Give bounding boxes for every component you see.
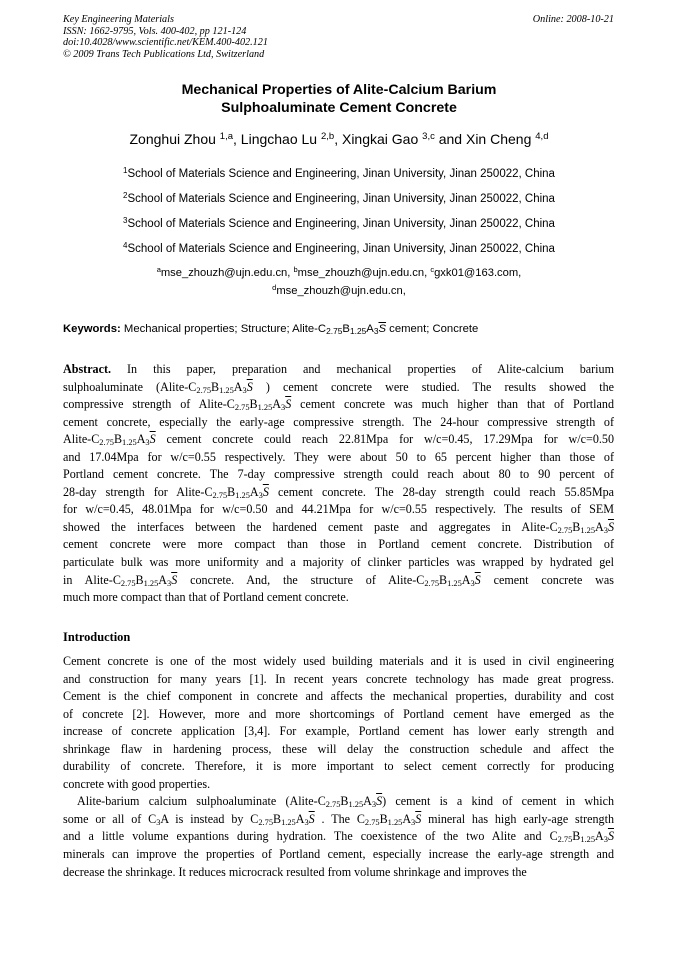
text-line: and 17.04Mpa for w/c=0.55 respectively. They were about 50 to 65 percent higher than those of [63,449,614,464]
chemical-formula: $_{2.75}B_{1.25}A_3\overline{S}$ [99,432,156,448]
formula-s-bar: $\overline{S}$ [378,323,387,335]
chemical-formula: $C_{2.75}B_{1.25}A_3\overline{S}$ [416,572,481,588]
formula-sub: 3 [167,578,172,588]
formula-s-bar: $\overline{S}$ [308,811,315,826]
affiliation-mark: 2 [123,191,128,200]
text-line: increase of concrete application [3,4]. For example, Portland cement has lower early strength and [63,724,614,739]
chemical-formula: $C_{2.75}B_{1.25}A_3\overline{S}$ [317,794,383,810]
formula-sub: 3 [371,800,377,810]
text-line: concrete with good properties. [63,776,211,791]
formula-sub: 1.25 [122,438,137,448]
author-mark: 3,c [422,131,435,142]
formula-sub: 1.25 [447,578,462,588]
text-line: of concrete [2]. However, more and more shortcomings of Portland cement have emerged as the [63,706,614,721]
affiliation-text: School of Materials Science and Engineering, Jinan University, Jinan 250022, China [127,168,555,180]
formula-sub: 3 [603,525,608,535]
author-name: Xin Cheng [465,131,532,147]
text-line: showed the interfaces between the hardened cement paste and aggregates in Alite-$C_{2.75}B_{1.25}A_3\overline{S}$ [63,519,614,535]
keywords-text: cement; Concrete [386,323,479,335]
author-list: Zonghui Zhou $^{1,a}$, Lingchao Lu $^{2,b}$, Xingkai Gao $^{3,c}$ and Xin Cheng $^{4,d}$ [129,131,549,147]
chemical-formula: $C_{2.75}B_{1.25}A_3\overline{S}$ [112,572,178,588]
chemical-formula: $C_{2.75}B_{1.25}A_3\overline{S}$ [226,397,292,413]
keywords-text: Mechanical properties; Structure; Alite-C [120,323,327,335]
formula-s-bar: $\overline{S}$ [376,794,383,809]
chemical-formula: $_{2.75}B_{1.25}A_3\overline{S}$ [557,829,614,845]
formula-sub: 3 [304,817,309,827]
formula-s-bar: $\overline{S}$ [285,397,292,412]
formula-s-bar: $\overline{S}$ [607,829,614,844]
formula-sub: 2.75 [325,800,341,810]
email-line-2: $^d$mse_zhouzh@ujn.edu.cn, [272,283,406,297]
affiliation-line [0,167,678,181]
c3a-formula: $_3$A [156,811,169,827]
text-line: minerals can improve the properties of Portland cement, especially increase the early-age strength and [63,847,614,862]
chemical-formula: $_{2.75}B_{1.25}A_3\overline{S}$ [557,519,614,535]
formula-s-bar: $\overline{S}$ [474,572,481,587]
chemical-formula: $C_{2.75}B_{1.25}A_3\overline{S}$ [188,379,253,395]
formula-sub: 1.25 [257,403,273,413]
formula-sub: 2.75 [212,490,228,500]
text-line: 28-day strength for Alite-$C_{2.75}B_{1.25}A_3\overline{S}$ cement concrete. The 28-day strength could reach 55.85Mpa [63,484,614,500]
text-line: Abstract. In this paper, preparation and mechanical properties of Alite-calcium barium [63,362,614,376]
keywords-line [63,322,478,336]
formula-sub: 3 [145,438,150,448]
text-line: shrinkage flaw in hardening process, these will delay the construction schedule and affect the [63,741,614,756]
formula-sub: 3 [258,490,263,500]
affiliation-mark: 1 [123,166,128,175]
introduction-heading: Introduction [63,630,131,644]
formula-sub: 2.75 [364,817,380,827]
online-date: Online: 2008-10-21 [532,14,614,25]
formula-s-bar: $\overline{S}$ [415,811,422,826]
title-line-2: Sulphoaluminate Cement Concrete [221,99,457,116]
affiliation-text: School of Materials Science and Engineering, Jinan University, Jinan 250022, China [127,243,555,255]
text-line: Alite-$C_{2.75}B_{1.25}A_3\overline{S}$ cement concrete could reach 22.81Mpa for w/c=0.45, 17.29Mpa for w/c=0.50 [63,432,614,448]
formula-sub: 2.75 [557,835,573,845]
abstract-label: Abstract. [63,362,112,376]
text-line: Cement is the chief component in concrete and affects the mechanical properties, durability and cost [63,689,614,704]
keywords-label: Keywords: [63,323,121,335]
text-line: cement concrete, especially the early-age compressive strength. The 24-hour compressive strength of [63,414,614,429]
formula-s-bar: $\overline{S}$ [171,572,178,587]
abstract-block [63,361,614,607]
text-line: and construction for many years [1]. In recent years concrete technology has made great progress. [63,671,614,686]
text-line: and a little volume expantions during hydration. The coexistence of the two Alite and $C_{2.75}B_{1.25}A_3\overline{S}$ [63,829,614,845]
introduction-block [63,653,614,881]
chemical-formula: $C_{2.75}B_{1.25}A_3\overline{S}$ [549,829,614,845]
affiliation-line [0,242,678,256]
formula-s-bar: $\overline{S}$ [149,432,156,447]
chemical-formula: $C_{2.75}B_{1.25}A_3\overline{S}$ [549,519,614,535]
title-line-1: Mechanical Properties of Alite-Calcium Barium [181,82,497,98]
formula-sub: 3 [411,817,416,827]
author-name: Zonghui Zhou [129,131,216,147]
author-mark: 1,a [219,131,234,142]
formula-sub: 1.25 [143,578,159,588]
email-line-1: $^a$mse_zhouzh@ujn.edu.cn, $^b$mse_zhouzh@ujn.edu.cn, $^c$gxk01@163.com, [156,265,522,279]
formula-sub: 2.75 [234,403,250,413]
chemical-formula: $_{2.75}B_{1.25}A_3\overline{S}$ [212,484,269,500]
formula-sub: 1.25 [219,385,234,395]
affiliation-mark: 4 [123,241,128,250]
chemical-formula: $_{2.75}B_{1.25}A_3\overline{S}$ [364,811,422,827]
author-mark: 4,d [535,131,549,142]
text-line: sulphoaluminate ($Alite-C_{2.75}B_{1.25}A_3\overline{S}$ ) cement concrete were studied. The results showed the [63,379,614,395]
text-line: compressive strength of Alite-$C_{2.75}B_{1.25}A_3\overline{S}$ cement concrete was much higher than that of Portland [63,397,614,413]
formula-sub: 1.25 [580,835,596,845]
formula-sub: 1.25 [387,817,403,827]
formula-sub: 1.25 [349,326,367,336]
formula-sub: 3 [470,578,475,588]
formula-sub: 2.75 [424,578,440,588]
formula-sub: 2.75 [326,326,343,336]
text-line: Portland cement concrete. The 7-day compressive strength could reach about 80 to 90 percent of [63,467,614,482]
author-mark: 2,b [320,131,335,142]
chemical-formula: $_{2.75}B_{1.25}A_3\overline{S}$ [326,323,387,336]
formula-s-bar: $\overline{S}$ [607,519,614,534]
formula-s-bar: $\overline{S}$ [262,484,269,499]
text-line: durability of concrete. Therefore, it is more important to select cement correctly for producing [63,759,614,774]
chemical-formula: $_{2.75}B_{1.25}A_3\overline{S}$ [196,379,253,395]
formula-sub: 3 [603,835,608,845]
paper-title [0,82,678,117]
formula-sub: 3 [373,326,379,336]
doi-line[interactable]: doi:10.4028/www.scientific.net/KEM.400-402.121 [63,37,268,49]
author-name: Xingkai Gao [341,131,419,147]
formula-sub: 2.75 [120,578,136,588]
formula-sub: 1.25 [580,525,596,535]
text-line: particulate bulk was more uniformity and a majority of clinker particles was wrapped by hydrated gel [63,555,614,570]
issn-line: ISSN: 1662-9795, Vols. 400-402, pp 121-124 [63,25,247,37]
text-line: in Alite-$C_{2.75}B_{1.25}A_3\overline{S}$ concrete. And, the structure of Alite-$C_{2.75}B_{1.25}A_3\overline{S}$ cement concrete was [63,572,614,588]
text-line: Alite-barium calcium sulphoaluminate $(Alite-C_{2.75}B_{1.25}A_3\overline{S})$ cement is a kind of cement in which [77,794,614,810]
text-line: much more compact than that of Portland cement concrete. [63,590,349,605]
email-d[interactable]: mse_zhouzh@ujn.edu.cn, [276,285,406,297]
text-line: cement concrete were more compact than those in Portland cement concrete. Distribution of [63,537,614,552]
chemical-formula: $_{2.75}B_{1.25}A_3\overline{S}$ [234,397,292,413]
email-a[interactable]: mse_zhouzh@ujn.edu.cn, [160,267,291,279]
affiliation-line [0,192,678,206]
copyright-line: © 2009 Trans Tech Publications Ltd, Switzerland [63,48,265,60]
text-line: some or all of $C_3A$ is instead by $C_{2.75}B_{1.25}A_3\overline{S}$ . The $C_{2.75}B_{1.25}A_3\overline{S}$ mineral has high early-age strength [63,811,614,827]
text-line: Cement concrete is one of the most widely used building materials and it is used in civil engineering [63,654,614,668]
chemical-formula: $_{2.75}B_{1.25}A_3\overline{S}$ [120,572,178,588]
formula-sub: 2.75 [196,385,212,395]
affiliation-mark: 3 [123,216,128,225]
affiliation-line [0,217,678,231]
formula-sub: 1.25 [281,817,296,827]
chemical-formula: $_{2.75}B_{1.25}A_3\overline{S}$ [325,794,383,810]
formula-sub: 3 [242,385,247,395]
formula-sub: 2.75 [258,817,273,827]
journal-name: Key Engineering Materials [63,14,174,25]
affiliation-text: School of Materials Science and Engineering, Jinan University, Jinan 250022, China [127,193,555,205]
chemical-formula: $_{2.75}B_{1.25}A_3\overline{S}$ [424,572,481,588]
formula-s-bar: $\overline{S}$ [246,379,253,394]
email-b[interactable]: mse_zhouzh@ujn.edu.cn, [297,267,428,279]
formula-sub: 2.75 [557,525,573,535]
formula-sub: 2.75 [99,438,114,448]
text-line: for w/c=0.45, 48.01Mpa for w/c=0.50 and 44.21Mpa for w/c=0.55 respectively. The results of SEM [63,502,614,517]
chemical-formula: $C_{2.75}B_{1.25}A_3\overline{S}$ [91,432,156,448]
text-line: decrease the shrinkage. It reduces microcrack resulted from volume shrinkage and improves the [63,864,527,879]
journal-header [63,14,268,60]
formula-sub: 1.25 [235,490,250,500]
chemical-formula: $C_{2.75}B_{1.25}A_3\overline{S}$ [356,811,422,827]
affiliation-text: School of Materials Science and Engineering, Jinan University, Jinan 250022, China [127,218,555,230]
formula-sub: 1.25 [348,800,364,810]
formula-sub: 3 [156,817,161,827]
author-name: Lingchao Lu [240,131,318,147]
chemical-formula: $C_{2.75}B_{1.25}A_3\overline{S}$ [250,811,315,827]
email-c[interactable]: gxk01@163.com, [434,267,522,279]
chemical-formula: $_{2.75}B_{1.25}A_3\overline{S}$ [258,811,315,827]
formula-sub: 3 [281,403,286,413]
chemical-formula: $C_{2.75}B_{1.25}A_3\overline{S}$ [204,484,269,500]
